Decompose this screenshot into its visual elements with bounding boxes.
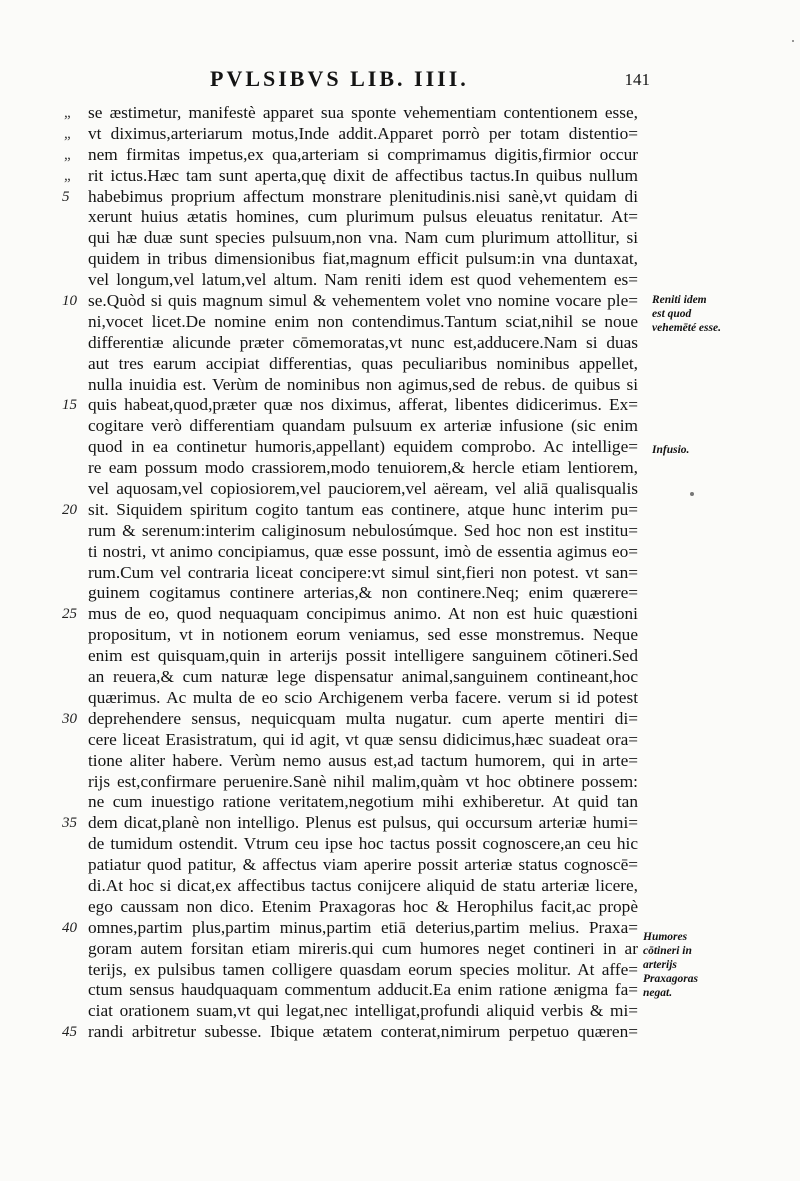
line-text: deprehendere sensus, nequicquam multa nugatur. cum aperte mentiri di= [88, 708, 638, 728]
text-line [88, 855, 638, 876]
page-number: 141 [624, 70, 650, 89]
marginal-note: Infusio. [652, 444, 690, 456]
text-line [88, 751, 638, 772]
text-line [62, 813, 638, 834]
line-text: rit ictus.Hæc tam sunt aperta,quę dixit de affectibus tactus.In quibus nullum [88, 165, 638, 185]
line-text: vel longum,vel latum,vel altum. Nam reniti idem est quod vehementem es= [88, 270, 638, 290]
line-number: 40 [62, 919, 77, 936]
line-number: 15 [62, 397, 77, 414]
line-text: quod in ea continetur humoris,appellant) equidem comprobo. Ac intellige= [88, 437, 638, 457]
text-line [64, 123, 638, 145]
line-text: terijs, ex pulsibus tamen colligere quasdam eorum species molitur. At affe= [88, 959, 638, 979]
text-line [88, 667, 638, 688]
text-line [88, 646, 638, 667]
text-line [88, 354, 638, 375]
line-text: rum & serenum:interim caliginosum nebulosúmque. Sed hoc non est institu= [88, 520, 638, 540]
text-line [88, 730, 638, 751]
text-line [88, 583, 638, 604]
line-number: 30 [62, 710, 77, 727]
line-text: dem dicat,planè non intelligo. Plenus est pulsus, qui occursum arteriæ humi= [88, 813, 638, 833]
running-title: PVLSIBVS LIB. IIII. [210, 66, 469, 91]
text-line [88, 897, 638, 918]
line-text: ni,vocet licet.De nomine enim non contendimus.Tantum sciat,nihil se noue [88, 311, 638, 331]
text-line [88, 792, 638, 813]
text-line [88, 772, 638, 793]
line-text: de tumidum ostendit. Vtrum ceu ipse hoc tactus possit cognoscere,an ceu hic [88, 834, 638, 854]
line-text: quis habeat,quod,præter quæ nos diximus, afferat, libentes didicerimus. Ex= [88, 395, 638, 415]
text-line [88, 939, 638, 960]
text-line [62, 499, 638, 521]
text-line [88, 960, 638, 981]
text-line [62, 604, 638, 625]
line-text: di.At hoc si dicat,ex affectibus tactus conijcere aliquid de statu arteriæ licere, [88, 875, 638, 895]
text-line [88, 688, 638, 709]
line-text: quærimus. Ac multa de eo scio Archigenem verba facere. verum si id potest [88, 687, 638, 707]
line-text: guinem cogitamus continere arterias,& non continere.Neq; enim quærere= [88, 583, 638, 603]
text-line [88, 542, 638, 563]
line-number: 10 [62, 293, 77, 310]
line-text: vt diximus,arteriarum motus,Inde addit.Apparet porrò per totam distentio= [88, 123, 638, 143]
text-line [88, 270, 638, 291]
line-text: sit. Siquidem spiritum cogito tantum eas continere, atque hunc interim pu= [88, 499, 638, 519]
quotation-mark: „ [64, 125, 71, 142]
page-header [210, 66, 650, 102]
line-text: cere liceat Erasistratum, qui id agit, vt quæ sensu didicimus,hæc suadeat ora= [88, 729, 638, 749]
line-text: ciat orationem suam,vt qui legat,nec intelligat,profundi aliquid verbis & mi= [88, 1001, 638, 1021]
line-text: se æstimetur, manifestè apparet sua sponte vehementiam contentionem esse, [88, 103, 638, 122]
text-line [88, 312, 638, 333]
line-text: xerunt huius ætatis homines, cum plurimum pulsus eleuatus renitatur. At= [88, 207, 638, 227]
line-text: nulla inuidia est. Verùm de nominibus non agimus,sed de rebus. de quibus si [88, 374, 638, 394]
line-text: vel aquosam,vel copiosiorem,vel pauciorem,vel aëream, vel aliā qualisqualis [88, 479, 638, 499]
text-line [64, 165, 638, 187]
text-line [62, 1022, 638, 1043]
paper-speck [690, 492, 694, 496]
line-text: habebimus proprium affectum monstrare plenitudinis.nisi sanè,vt quidam di [88, 186, 638, 206]
text-line [88, 249, 638, 270]
line-text: patiatur quod patitur, & affectus viam aperire possit arteriæ status cognoscē= [88, 855, 638, 875]
marginal-note: Reniti idem est quod vehemēté esse. [652, 294, 721, 334]
line-text: differentiæ alicunde præter cōmemoratas,vt nunc est,adducere.Nam si duas [88, 332, 638, 352]
text-line [88, 1001, 638, 1022]
text-line [88, 207, 638, 228]
line-text: ti nostri, vt animo concipiamus, quæ esse possunt, imò de essentia agimus eo= [88, 541, 638, 561]
line-number: 25 [62, 606, 77, 623]
line-text: an reuera,& cum naturæ lege dispensatur animal,sanguinem contineant,hoc [88, 667, 638, 687]
text-line [88, 375, 638, 396]
line-text: qui hæ duæ sunt species pulsuum,non vna. Nam cum plurimum attollitur, si [88, 228, 638, 248]
text-line [88, 521, 638, 542]
text-line [64, 103, 638, 124]
text-line [62, 395, 638, 416]
text-line [88, 479, 638, 500]
text-line [62, 917, 638, 939]
text-line [88, 980, 638, 1001]
quotation-mark: „ [64, 105, 71, 121]
line-text: enim est quisquam,quin in arterijs possit intelligere sanguinem cōtineri.Sed [88, 646, 638, 666]
body-text [62, 103, 638, 1043]
line-text: omnes,partim plus,partim minus,partim etiā deterius,partim melius. Praxa= [88, 917, 638, 937]
line-number: 5 [62, 188, 70, 205]
text-line [88, 834, 638, 855]
text-line [88, 458, 638, 479]
line-text: ne cum inuestigo ratione veritatem,negotium mihi exhiberetur. At quid tan [88, 792, 638, 812]
quotation-mark: „ [64, 167, 71, 184]
line-text: randi arbitretur subesse. Ibique ætatem conterat,nimirum perpetuo quæren= [88, 1022, 638, 1042]
text-line [88, 876, 638, 897]
line-text: ego caussam non dico. Etenim Praxagoras hoc & Herophilus facit,ac propè [88, 896, 638, 916]
paper-speck [792, 40, 794, 42]
line-text: propositum, vt in notionem eorum veniamus, sed esse monstremus. Neque [88, 625, 638, 645]
line-text: quidem in tribus dimensionibus fiat,magnum efficit pulsum:in vna duntaxat, [88, 249, 638, 269]
text-line [62, 291, 638, 312]
marginal-note: Humores cōtineri in arterijs Praxagoras negat. [643, 931, 698, 999]
line-text: rum.Cum vel contraria liceat concipere:vt simul sint,fieri non potest. vt san= [88, 562, 638, 582]
text-line [88, 625, 638, 646]
text-line [88, 416, 638, 437]
line-text: rijs est,confirmare peruenire.Sanè nihil malim,quàm vt hoc obtinere possem: [88, 771, 638, 791]
text-line [64, 144, 638, 166]
line-number: 35 [62, 815, 77, 832]
line-text: cogitare verò differentiam quandam pulsuum ex arteriæ infusione (sic enim [88, 416, 638, 436]
line-text: aut tres earum accipiat differentias, quas peculiaribus nominibus appellet, [88, 353, 638, 373]
quotation-mark: „ [64, 146, 71, 163]
text-line [62, 186, 638, 208]
text-line [88, 228, 638, 249]
text-line [62, 708, 638, 730]
line-number: 20 [62, 501, 77, 518]
line-text: re eam possum modo crassiorem,modo tenuiorem,& hercle etiam lentiorem, [88, 458, 638, 478]
line-text: goram autem forsitan etiam mireris.qui cum humores neget contineri in ar [88, 938, 638, 958]
line-text: tione aliter habere. Verùm nemo ausus est,ad tactum humorem, qui in arte= [88, 750, 638, 770]
line-text: mus de eo, quod nequaquam concipimus animo. At non est huic quæstioni [88, 604, 638, 624]
line-text: nem firmitas impetus,ex qua,arteriam si comprimamus digitis,firmior occur [88, 144, 638, 164]
line-text: ctum sensus haudquaquam commentum adducit.Ea enim ratione ænigma fa= [88, 980, 638, 1000]
text-line [88, 563, 638, 584]
text-line [88, 333, 638, 354]
text-line [88, 437, 638, 458]
line-text: se.Quòd si quis magnum simul & vehementem volet vno nomine vocare ple= [88, 291, 638, 311]
line-number: 45 [62, 1024, 77, 1041]
